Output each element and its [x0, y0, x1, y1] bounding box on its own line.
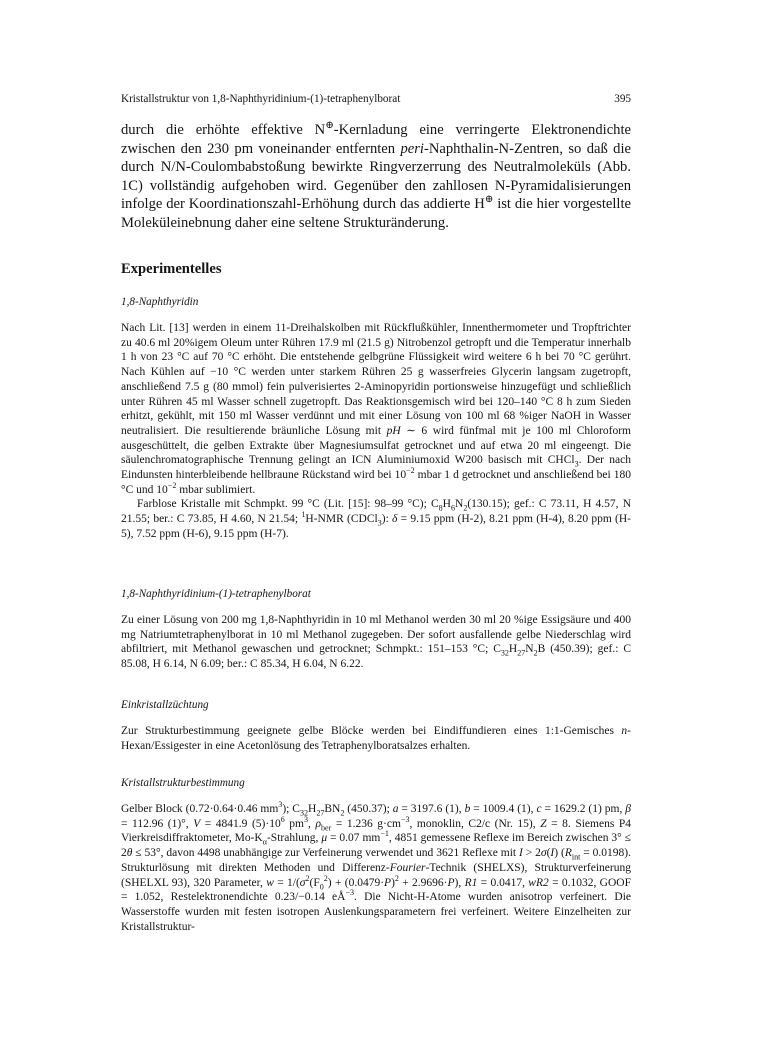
paragraph: Zur Strukturbestimmung geeignete gelbe Blöcke werden bei Eindiffundieren eines 1:1-Gemisches n-Hexan/Essigester in eine Acetonlösung des Tetraphenylboratsalzes erhalten. — [121, 725, 631, 752]
subsection-body-einkristall — [121, 724, 631, 753]
subsection-heading-kristallstruktur: Kristallstrukturbestimmung — [121, 777, 245, 789]
subsection-heading-naphthyridin: 1,8-Naphthyridin — [121, 296, 199, 308]
page-number: 395 — [614, 93, 631, 105]
paragraph: Zu einer Lösung von 200 mg 1,8-Naphthyridin in 10 ml Methanol werden 30 ml 20 %ige Essigsäure und 400 mg Natriumtetraphenylborat in 10 ml Methanol zugegeben. Der sofort ausfallende gelbe Niederschlag wird abfiltriert, mit Methanol gewaschen und getrocknet; Schmpkt.: 151–153 °C; $C_{32}H_{27}N_2B$ (450.39); gef.: C 85.08, H 6.14, N 6.09; ber.: C 85.34, H 6.04, N 6.22. — [121, 614, 631, 671]
subsection-body-kristallstruktur — [121, 802, 631, 934]
subsection-heading-tetraphenylborat: 1,8-Naphthyridinium-(1)-tetraphenylborat — [121, 588, 311, 600]
section-title: Experimentelles — [121, 261, 222, 277]
subsection-body-naphthyridin — [121, 321, 631, 542]
paragraph: Farblose Kristalle mit Schmpkt. 99 °C (Lit. [15]: 98–99 °C); $C_8H_6N_2(130.15)$; gef.: C 73.11, H 4.57, N 21.55; ber.: C 73.85, H 4.60, N 21.54; $^1$H-NMR (CDCl$_3$): δ = 9.15 ppm (H-2), 8.21 ppm (H-4), 8.20 ppm (H-5), 7.52 ppm (H-6), 9.15 ppm (H-7). — [121, 498, 632, 540]
running-head — [121, 92, 631, 106]
paragraph: Nach Lit. [13] werden in einem 11-Dreihalskolben mit Rückflußkühler, Innenthermometer und Tropftrichter zu 40.6 ml 20%igem Oleum unter Rühren 17.9 ml (21.5 g) Nitrobenzol getropft und die Temperatur innerhalb 1 h von 23 °C auf 70 °C erhöht. Die entstehende gelbgrüne Flüssigkeit wird weitere 6 h bei 70 °C gerührt. Nach Kühlen auf −10 °C werden unter starkem Rühren 25 g wasserfreies Glycerin langsam zugetropft, anschließend 7.5 g (80 mmol) fein pulverisiertes 2-Aminopyridin portionsweise hinzugefügt und schließlich unter Rühren 45 ml Wasser schnell zugetropft. Das Reaktionsgemisch wird bei 120–140 °C 8 h zum Sieden erhitzt, gekühlt, mit 150 ml Wasser verdünnt und mit einer Lösung von 100 ml 68 %iger NaOH in Wasser neutralisiert. Die resultierende bräunliche Lösung mit pH ∼ 6 wird fünfmal mit je 100 ml Chloroform ausgeschüttelt, die gelben Extrakte über Magnesiumsulfat getrocknet und auf etwa 20 ml eingeengt. Die säulenchromatographische Trennung gelingt an ICN Aluminiumoxid W200 basisch mit CHCl$_3$. Der nach Eindunsten hinterbleibende hellbraune Rückstand wird bei $10^{-2}$ mbar 1 d getrocknet und anschließend bei 180 °C und $10^{-2}$ mbar sublimiert. — [121, 322, 631, 496]
subsection-heading-einkristall: Einkristallzüchtung — [121, 699, 209, 711]
intro-paragraph: durch die erhöhte effektive N⊕-Kernladung eine verringerte Elektronendichte zwischen den 230 pm voneinander entfernten peri-Naphthalin-N-Zentren, so daß die durch N/N-Coulombabstoßung bewirkte Ringverzerrung des Neutralmoleküls (Abb. 1C) vollständig aufgehoben wird. Gegenüber den zahllosen N-Pyramidalisierungen infolge der Koordinationszahl-Erhöhung durch das addierte H⊕ ist die hier vorgestellte Moleküleinebnung daher eine seltene Strukturänderung. — [121, 120, 632, 231]
subsection-body-tetraphenylborat — [121, 613, 631, 672]
paragraph: Gelber Block (0.72·0.64·0.46 $mm^3$); $C_{32}H_{27}BN_2$ (450.37); a = 3197.6 (1), b = 1009.4 (1), c = 1629.2 (1) pm, β = 112.96 (1)°, V = 4841.9 $(5)\cdot 10^6$ $pm^3$, $\rho_{ber} = 1.236$ $g\cdot cm^{-3}$, monoklin, C2/c (Nr. 15), Z = 8. Siemens P4 Vierkreisdiffraktometer, $Mo-K_\alpha$-Strahlung, μ = 0.07 $mm^{-1}$, 4851 gemessene Reflexe im Bereich zwischen 3° ≤ 2θ ≤ 53°, davon 4498 unabhängige zur Verfeinerung verwendet und 3621 Reflexe mit I > 2σ(I) $(R_{int} = 0.0198)$. Strukturlösung mit direkten Methoden und Differenz-Fourier-Technik (SHELXS), Strukturverfeinerung (SHELXL 93), 320 Parameter, $w = 1/(\sigma^2(F_0^2) + (0.0479\cdot P)^2 + 2.9696\cdot P)$, R1 = 0.0417, wR2 = 0.1032, GOOF = 1.052, Restelektronendichte 0.23/−0.14 $eÅ^{-3}$. Die Nicht-H-Atome wurden anisotrop verfeinert. Die Wasserstoffe wurden mit festen isotropen Auslenkungsparametern frei verfeinert. Weitere Einzelheiten zur Kristallstruktur- — [121, 800, 632, 933]
running-title: Kristallstruktur von 1,8-Naphthyridinium-(1)-tetraphenylborat — [121, 93, 401, 105]
